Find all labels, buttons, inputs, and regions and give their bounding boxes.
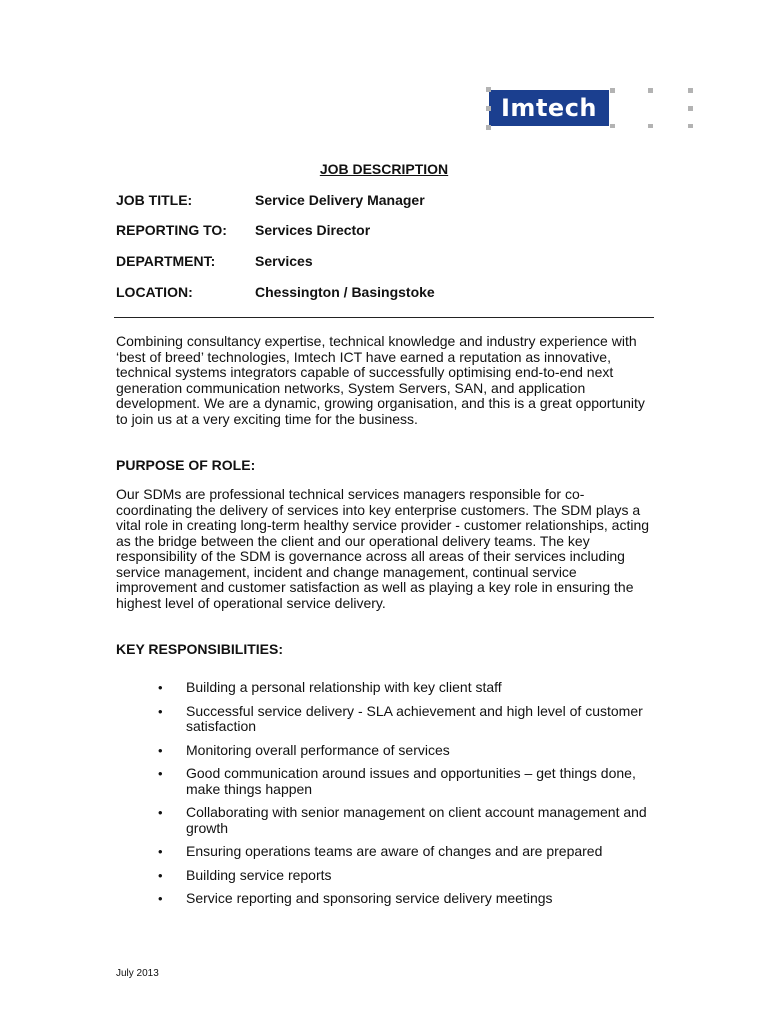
bullet-icon: • xyxy=(158,680,163,695)
list-item-text: Building a personal relationship with key client staff xyxy=(186,679,502,695)
purpose-paragraph: Our SDMs are professional technical services managers responsible for co-coordinating the delivery of services into key enterprise customers. The SDM plays a vital role in creating long-term healthy service provider - customer relationships, acting as the bridge between the client and our operational delivery teams. The key responsibility of the SDM is governance across all areas of their services including service management, incident and change management, continual service improvement and customer satisfaction as well as playing a key role in ensuring the highest level of operational service delivery. xyxy=(116,486,650,611)
list-item xyxy=(158,704,658,735)
logo-text: Imtech xyxy=(489,90,609,126)
selection-handle xyxy=(486,125,491,130)
list-item-text: Successful service delivery - SLA achievement and high level of customer satisfaction xyxy=(186,702,643,734)
list-item-text: Ensuring operations teams are aware of changes and are prepared xyxy=(186,843,603,859)
field-value: Chessington / Basingstoke xyxy=(255,284,435,300)
list-item-text: Collaborating with senior management on client account management and growth xyxy=(186,804,647,836)
list-item xyxy=(158,844,658,860)
list-item-text: Monitoring overall performance of services xyxy=(186,741,450,758)
responsibilities-list xyxy=(158,680,658,915)
list-item xyxy=(158,891,658,907)
page-title: JOB DESCRIPTION xyxy=(319,161,449,177)
list-item-text: Building service reports xyxy=(186,866,332,883)
field-value: Services xyxy=(255,253,313,269)
list-item-text: Service reporting and sponsoring service delivery meetings xyxy=(186,890,553,906)
list-item xyxy=(158,680,658,696)
field-label: REPORTING TO: xyxy=(116,222,227,238)
footer-date: July 2013 xyxy=(116,968,159,979)
field-value: Service Delivery Manager xyxy=(255,192,425,208)
list-item-text: Good communication around issues and opportunities – get things done, make things happen xyxy=(186,765,636,797)
bullet-icon: • xyxy=(158,867,163,883)
selection-handle xyxy=(486,106,491,111)
list-item xyxy=(158,805,658,836)
bullet-icon: • xyxy=(158,891,163,906)
purpose-heading: PURPOSE OF ROLE: xyxy=(116,457,256,473)
list-item xyxy=(158,766,658,797)
list-item xyxy=(158,868,658,884)
field-label: DEPARTMENT: xyxy=(116,253,216,269)
field-label: LOCATION: xyxy=(116,284,193,300)
field-label: JOB TITLE: xyxy=(116,192,193,208)
bullet-icon: • xyxy=(158,703,163,719)
selection-handle xyxy=(486,87,491,92)
logo-selection-dots xyxy=(610,88,696,128)
bullet-icon: • xyxy=(158,844,163,859)
bullet-icon: • xyxy=(158,805,163,820)
responsibilities-heading: KEY RESPONSIBILITIES: xyxy=(116,641,283,657)
bullet-icon: • xyxy=(158,766,163,781)
company-logo xyxy=(489,90,609,128)
field-value: Services Director xyxy=(255,222,371,238)
intro-paragraph: Combining consultancy expertise, technical knowledge and industry experience with ‘best of breed’ technologies, Imtech ICT have earned a reputation as innovative, technical systems integrators capable of successfully optimising end-to-end next generation communication networks, System Servers, SAN, and application development. We are a dynamic, growing organisation, and this is a great opportunity to join us at a very exciting time for the business. xyxy=(116,333,645,427)
bullet-icon: • xyxy=(158,742,163,758)
list-item xyxy=(158,743,658,759)
header-divider xyxy=(114,317,654,318)
